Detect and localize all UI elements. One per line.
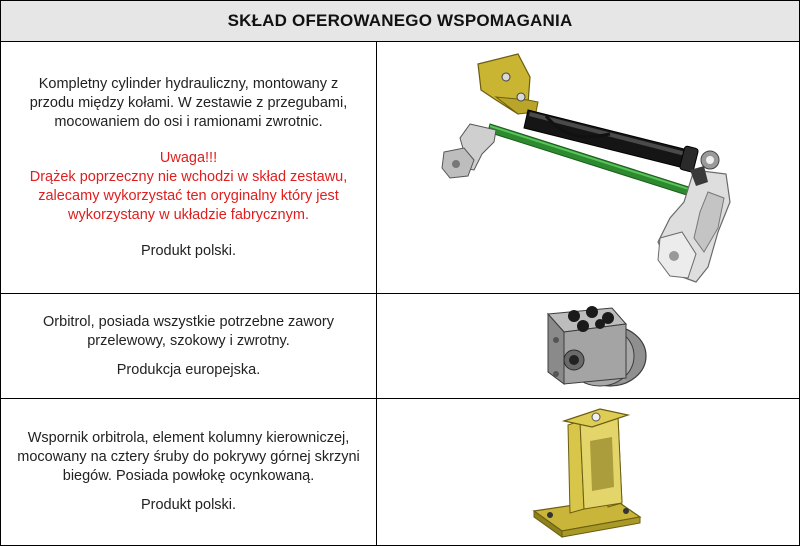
hydraulic-cylinder-icon — [378, 42, 799, 293]
row-origin: Produkt polski. — [140, 497, 237, 513]
row-origin: Produkcja europejska. — [116, 361, 261, 378]
table-title: SKŁAD OFEROWANEGO WSPOMAGANIA — [227, 11, 573, 30]
row-image-cell — [378, 42, 799, 293]
table-header — [1, 1, 799, 42]
row-description-cell — [1, 294, 377, 398]
row-image-cell — [378, 294, 799, 398]
warning-text: Drążek poprzeczny nie wchodzi w skład zestawu, zalecamy wykorzystać ten oryginalny który jest wykorzystany w układzie fabrycznym. — [29, 168, 348, 223]
row-description-cell — [1, 42, 377, 293]
row-image-cell — [378, 399, 799, 545]
table-row — [1, 399, 799, 545]
table-row — [1, 294, 799, 399]
orbitrol-icon — [378, 294, 799, 398]
row-description: Wspornik orbitrola, element kolumny kierowniczej, mocowany na cztery śruby do pokrywy górnej skrzyni biegów. Posiada powłokę ocynkowaną. — [17, 430, 360, 484]
bracket-icon — [378, 399, 799, 545]
row-origin: Produkt polski. — [140, 242, 237, 259]
row-description: Orbitrol, posiada wszystkie potrzebne zawory przelewowy, szokowy i zwrotny. — [43, 313, 334, 349]
row-description-cell — [1, 399, 377, 545]
table-row — [1, 42, 799, 294]
row-description: Kompletny cylinder hydrauliczny, montowany z przodu między kołami. W zestawie z przegubami, mocowaniem do osi i ramionami zwrotnic. — [29, 75, 348, 130]
warning-title: Uwaga!!! — [159, 149, 218, 166]
